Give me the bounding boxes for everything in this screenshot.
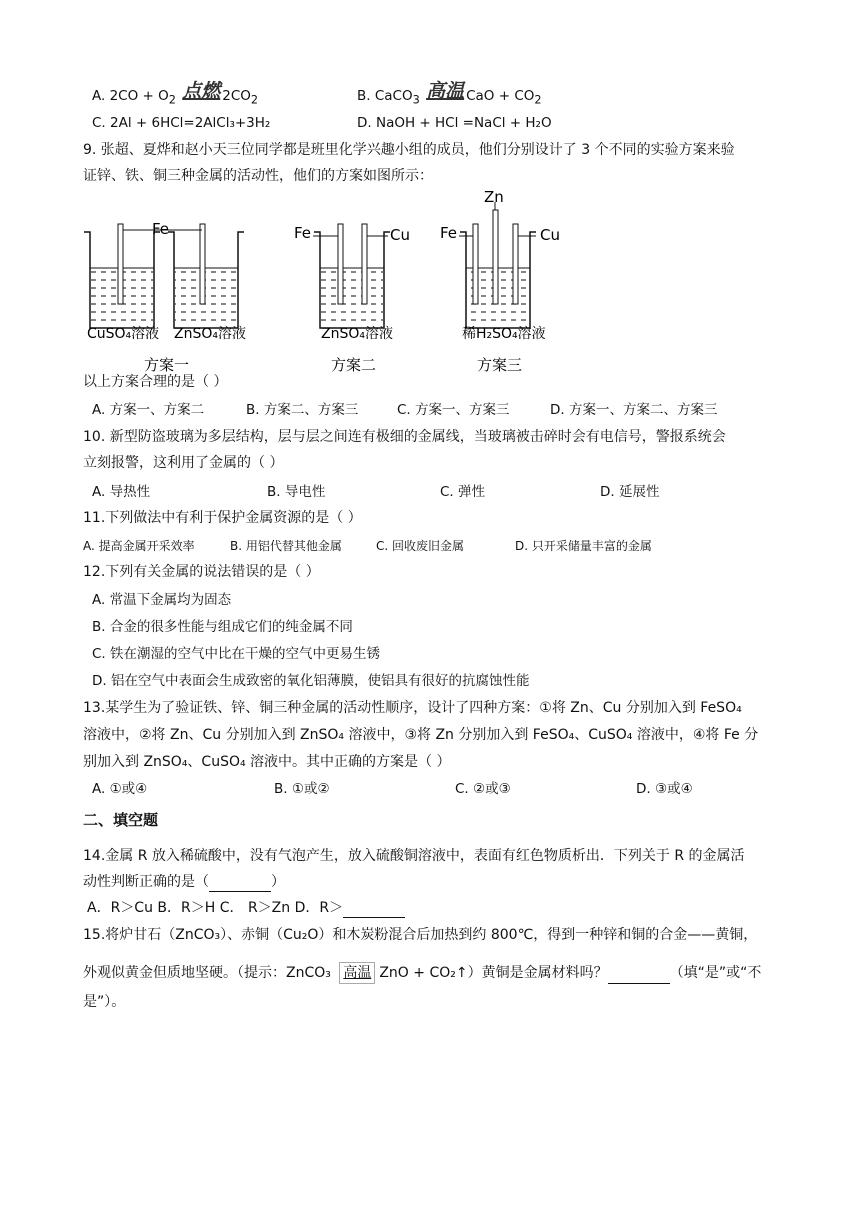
- q12-option-a: A. 常温下金属均为固态: [92, 592, 232, 608]
- q8-option-b-lhs: B. CaCO: [357, 88, 413, 104]
- label-h2so4-solution: 稀H₂SO₄溶液: [462, 326, 546, 342]
- q9-experiment-figure: [0, 180, 860, 380]
- q15-line-1: 15.将炉甘石（ZnCO₃）、赤铜（Cu₂O）和木炭粉混合后加热到约 800℃，得到一种锌和铜的合金——黄铜，: [83, 927, 758, 943]
- q12-option-c: C. 铁在潮湿的空气中比在干燥的空气中更易生锈: [92, 646, 381, 662]
- plan2-cu-label: Cu: [390, 226, 410, 244]
- q13-line-2: 溶液中，②将 Zn、Cu 分别加入到 ZnSO₄ 溶液中，③将 Zn 分别加入到 FeSO₄、CuSO₄ 溶液中，④将 Fe 分: [83, 727, 759, 743]
- section-fill-in-blank-title: 二、填空题: [83, 811, 159, 829]
- q15-line-2-text: 外观似黄金但质地坚硬。（提示：ZnCO₃: [83, 965, 331, 981]
- q15-answer-blank[interactable]: [608, 969, 670, 984]
- q8-option-a: [92, 80, 259, 111]
- q13-line-1: 13.某学生为了验证铁、锌、铜三种金属的活动性顺序，设计了四种方案：①将 Zn、Cu 分别加入到 FeSO₄: [83, 700, 742, 716]
- plan3-beaker-h2so4: [459, 202, 536, 328]
- q15-line-3: 是”）。: [83, 994, 126, 1010]
- q11-option-d: D. 只开采储量丰富的金属: [515, 539, 652, 553]
- q8-option-a-sub: 2: [168, 93, 176, 107]
- q11-option-b: B. 用铝代替其他金属: [230, 539, 342, 553]
- q13-option-a: A. ①或④: [92, 781, 148, 797]
- q8-option-b-rhs-sub: 2: [534, 93, 542, 107]
- q8-option-a-rhs: 2CO: [222, 88, 251, 104]
- q14-line-1: 14.金属 R 放入稀硫酸中，没有气泡产生，放入硫酸铜溶液中，表面有红色物质析出．下列关于 R 的金属活: [83, 848, 745, 864]
- plan3-fe-label: Fe: [440, 224, 458, 242]
- q8-option-d: D. NaOH + HCl =NaCl + H₂O: [357, 115, 552, 131]
- plan1-fe-label: Fe: [152, 220, 170, 238]
- label-znso4-solution-2: ZnSO₄溶液: [321, 326, 393, 342]
- q9-stem-line-2: 证锌、铁、铜三种金属的活动性，他们的方案如图所示：: [83, 168, 433, 184]
- q12-line-1: 12.下列有关金属的说法错误的是（ ）: [83, 564, 320, 580]
- q15-line-2: [83, 962, 761, 984]
- q10-line-1: 10. 新型防盗玻璃为多层结构，层与层之间连有极细的金属线，当玻璃被击碎时会有电信号，警报系统会: [83, 429, 726, 445]
- q9-stem-line-1: 9. 张超、夏烨和赵小天三位同学都是班里化学兴趣小组的成员，他们分别设计了 3 个不同的实验方案来验: [83, 142, 735, 158]
- q11-option-c: C. 回收废旧金属: [376, 539, 465, 553]
- q13-option-b: B. ①或②: [274, 781, 330, 797]
- q10-option-b: B. 导电性: [267, 484, 326, 500]
- q9-question: 以上方案合理的是（ ）: [83, 374, 228, 390]
- plan2-label: 方案二: [331, 356, 377, 374]
- plan3-cu-label: Cu: [540, 226, 560, 244]
- q12-option-d: D. 铝在空气中表面会生成致密的氧化铝薄膜，使铝具有很好的抗腐蚀性能: [92, 673, 530, 689]
- plan3-label: 方案三: [477, 356, 523, 374]
- q14-answer-blank[interactable]: [209, 877, 271, 892]
- q8-option-c: C. 2Al + 6HCl=2AlCl₃+3H₂: [92, 115, 271, 131]
- q11-option-a: A. 提高金属开采效率: [83, 539, 195, 553]
- plan1-beaker-cuso4: [84, 224, 160, 328]
- q14-options-text: A．R＞Cu B．R＞H C． R＞Zn D．R＞: [87, 900, 344, 916]
- q14-line-2-close: ）: [271, 874, 285, 890]
- plan2-beaker-znso4: [313, 224, 390, 328]
- q12-option-b: B. 合金的很多性能与组成它们的纯金属不同: [92, 619, 353, 635]
- q11-line-1: 11.下列做法中有利于保护金属资源的是（ ）: [83, 510, 362, 526]
- q15-line-2-mid: ZnO + CO₂↑）黄铜是金属材料吗？: [379, 965, 608, 981]
- q14-option-d-blank[interactable]: [343, 903, 405, 918]
- q10-option-a: A. 导热性: [92, 484, 151, 500]
- q9-option-b: B. 方案二、方案三: [246, 402, 359, 418]
- q10-option-c: C. 弹性: [440, 484, 486, 500]
- plan3-zn-label: Zn: [484, 188, 504, 206]
- q15-condition-high-temp: 高温: [339, 962, 375, 984]
- q8-option-a-condition: 点燃: [182, 80, 221, 102]
- q14-line-2: [83, 872, 285, 892]
- q10-option-d: D. 延展性: [600, 484, 660, 500]
- q9-option-d: D. 方案一、方案二、方案三: [550, 402, 718, 418]
- q14-line-2-text: 动性判断正确的是（: [83, 874, 209, 890]
- q15-line-2-post: （填“是”或“不: [669, 965, 762, 981]
- q13-option-c: C. ②或③: [455, 781, 511, 797]
- q9-option-c: C. 方案一、方案三: [397, 402, 510, 418]
- q14-options: [87, 898, 405, 918]
- q8-option-b-sub: 3: [412, 93, 420, 107]
- q13-option-d: D. ③或④: [636, 781, 693, 797]
- q8-option-a-rhs-sub: 2: [250, 93, 259, 107]
- q8-option-b-rhs: CaO + CO: [466, 88, 535, 104]
- plan1-label: 方案一: [144, 356, 190, 374]
- plan1-beaker-znso4: [168, 224, 244, 328]
- plan2-fe-label: Fe: [294, 224, 312, 242]
- q10-line-2: 立刻报警，这利用了金属的（ ）: [83, 455, 284, 471]
- q13-line-3: 别加入到 ZnSO₄、CuSO₄ 溶液中。其中正确的方案是（ ）: [83, 754, 451, 770]
- label-znso4-solution: ZnSO₄溶液: [174, 326, 246, 342]
- q8-option-a-lhs: A. 2CO + O: [92, 88, 169, 104]
- label-cuso4-solution: CuSO₄溶液: [87, 326, 160, 342]
- q9-option-a: A. 方案一、方案二: [92, 402, 205, 418]
- q8-option-b-condition: 高温: [426, 80, 465, 102]
- q8-option-b: [357, 80, 542, 111]
